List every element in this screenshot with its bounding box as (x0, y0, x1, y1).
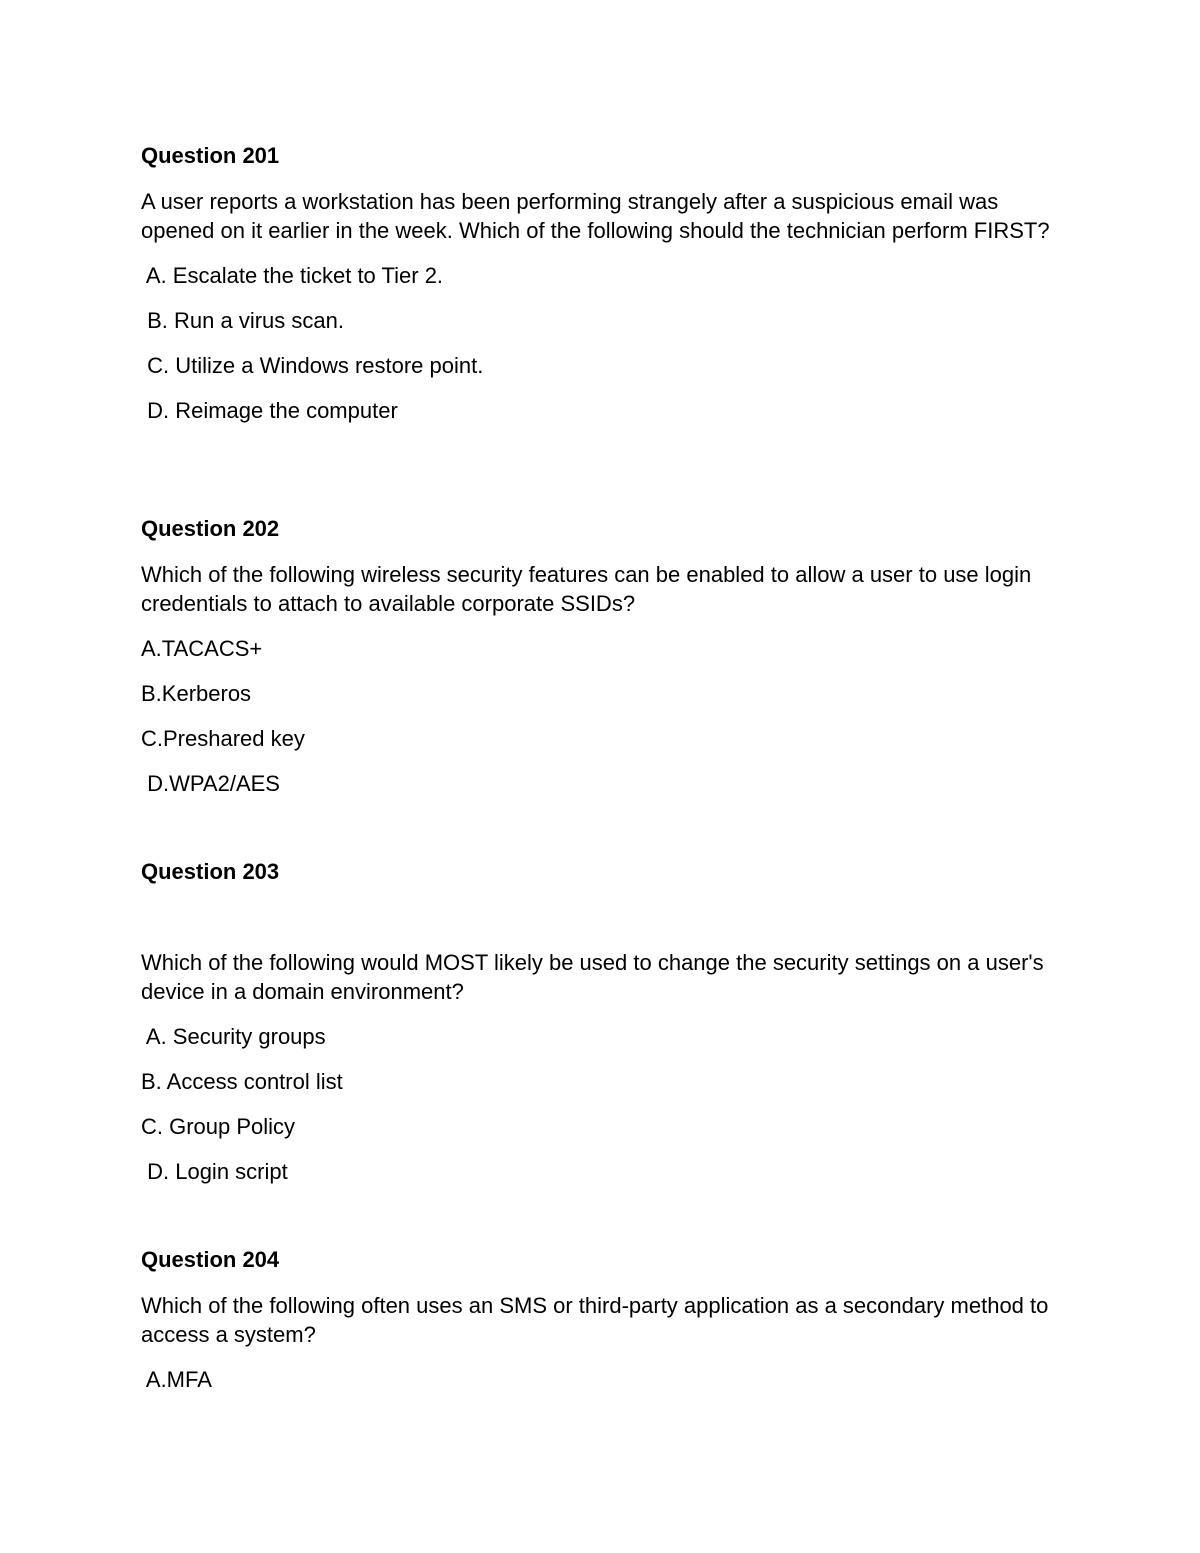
option-b: B. Access control list (141, 1069, 343, 1094)
question-201 (141, 141, 1061, 425)
question-title: Question 204 (141, 1247, 280, 1272)
question-text: Which of the following wireless security features can be enabled to allow a user to use login credentials to attach to available corporate SSIDs? (141, 562, 1032, 616)
question-204 (141, 1245, 1061, 1394)
option-c: C. Group Policy (141, 1114, 296, 1139)
question-203 (141, 857, 1061, 1186)
question-title: Question 203 (141, 859, 280, 884)
option-b: B. Run a virus scan. (141, 308, 344, 333)
option-d: D. Login script (141, 1159, 288, 1184)
option-a: A.TACACS+ (141, 636, 263, 661)
option-c: C.Preshared key (141, 726, 305, 751)
question-title: Question 201 (141, 143, 280, 168)
option-a: A. Security groups (141, 1024, 326, 1049)
option-d: D. Reimage the computer (141, 398, 398, 423)
option-d: D.WPA2/AES (141, 771, 280, 796)
question-text: Which of the following often uses an SMS or third-party application as a secondary method to access a system? (141, 1293, 1049, 1347)
question-text: A user reports a workstation has been performing strangely after a suspicious email was opened on it earlier in the week. Which of the following should the technician perform FIRST? (141, 189, 1050, 243)
question-text: Which of the following would MOST likely be used to change the security settings on a user's device in a domain environment? (141, 950, 1044, 1004)
question-title: Question 202 (141, 516, 280, 541)
option-b: B.Kerberos (141, 681, 252, 706)
option-c: C. Utilize a Windows restore point. (141, 353, 484, 378)
option-a: A. Escalate the ticket to Tier 2. (141, 263, 444, 288)
question-202 (141, 514, 1061, 798)
option-a: A.MFA (141, 1367, 212, 1392)
